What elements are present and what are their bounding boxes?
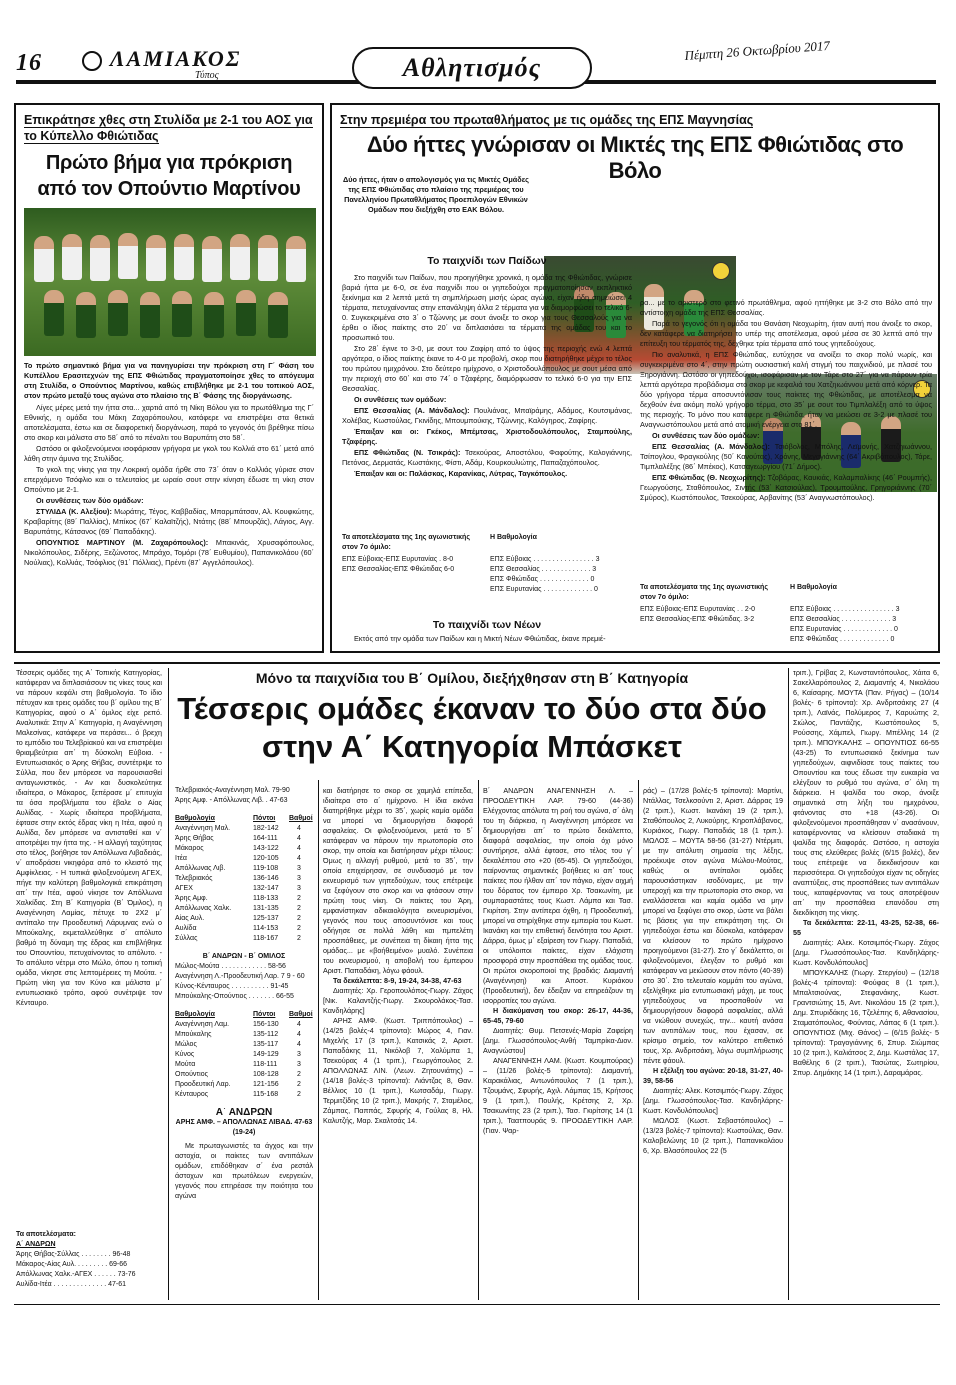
ball-icon (82, 51, 102, 71)
column-left-body: Στο παιχνίδι των Παίδων, που προηγήθηκε χρονικά, η ομάδα της Φθιώτιδας, γνώρισε βαριά ήττα με 6-0, σε ένα παιχνίδι που οι γηπεδούχοι πραγματοποίησαν εκπληκτικό ξεκίνημα και 2 λεπτά μετά τη σημπλήρωση μισής ώρας αγώνα, είχαν ήδη σημειώσει 4 τέρματα, πετυχαίνοντας στην επανάληψη άλλα 2 τέρματα για να διαμορφώσει το τελικό 6-0. Συγκεκριμένα στο 3΄ ο Τζώννης με σουτ άνοιξε το σκορ για τους Θεσσαλούς για να έρθει ο ίδιος παίκτης στο 20΄ να διπλασιάσει τα τέρματα της ομάδας του και το προσωπικό του. Στο 28΄ έγινε το 3-0, με σουτ του Ζαφίρη από το ύψος της περιοχής ενώ 4 λεπτά αργότερα, ο ίδιος παίκτης έκανε το 4-0 με προβολή, σκορ που διατηρήθηκε μέχρι το τέλος του πρώτου ημιχρόνου. Στο δεύτερο ημίχρονο, ο Χριστοδουλόπουλος με σουτ μέσα από την περιοχή στο 60΄ και στο 74΄ ο Τζαφέρης, διαμόρφωσαν το τελικό 6-0 για την ΕΠΣ Θεσσαλίας. Οι συνθέσεις των ομάδων: ΕΠΣ Θεσσαλίας (Α. Μάνδαλος): Πουλιάνας, Μπαϊράμης, Αδάμος, Κουτσιμάνας, Χολέβας, Κωστούλας, Γκινίδης, Μπουμπούκης, Τζώννης, Καλόγηρος, Ζαφίρης. Έπαιξαν και οι: Γκέκος, Μπέμτσας, Χριστοδουλόπουλος, Σταμπούλης, Τζαφέρης. ΕΠΣ Φθιώτιδας (Ν. Τσικράς): Τσεκούρας, Αποστόλου, Φαφούτης, Καλογιάννης, Πετόνας, Δερματάς, Κωστάκης, Φίστι, Αδάμ, Κουρκουλιώτης, Παπαζαχόπουλος. Έπαιξαν και οι: Παλάσκας, Καρανίκας, Λύτρας, Ταγκόπουλος. (342, 273, 632, 478)
basket-header (172, 670, 772, 766)
column-left (342, 251, 632, 270)
article-lead: Δύο ήττες, ήταν ο απολογισμός για τις Μικτές Ομάδες της ΕΠΣ Φθιώτιδας στο πλαίσιο της πρεμιέρας του Πανελληνίου Πρωταθλήματος Προεπιλογών Εθνικών Ομάδων που διεξήχθη στο ΕΑΚ Βόλου. (343, 175, 529, 214)
standings-row: Μώλος 135-117 4 (175, 1041, 301, 1048)
article-headline: Πρώτο βήμα για πρόκριση από τον Οπούντιο Μαρτίνου (37, 152, 301, 200)
article-kicker: Επικράτησε χθες στη Στυλίδα με 2-1 του ΑΟΣ για το Κύπελλο Φθιώτιδας (24, 113, 313, 143)
standings-row: Κένταυρος 115-168 2 (175, 1091, 301, 1098)
article-headline: Δύο ήττες γνώρισαν οι Μικτές της ΕΠΣ Φθιώτιδας στο Βόλο (366, 132, 904, 183)
basket-results-a: Τα αποτελέσματα: Α΄ ΑΝΔΡΩΝ Άρης Θήβας-Σύλλας . . . . . . . . 96-48 Μάκαρος-Αίας Αυλ. . . . . . . . . 69-66 Απόλλωνας Χαλκ.-ΑΓΕΧ . . . . . . 73-76 Αυλίδα-Ιτέα . . . . . . . . . . . . . . 47-61 (16, 1231, 136, 1288)
article-cup (14, 103, 324, 653)
standings-row: Τελεβριακός 136-146 3 (175, 875, 301, 882)
results-table-neon: Τα αποτελέσματα της 1ης αγωνιστικής στον 7ο όμιλο: Η Βαθμολογία ΕΠΣ Εύβοιας-ΕΠΣ Ευρυτανίας . . 2-0 ΕΠΣ Θεσσαλίας-ΕΠΣ Φθιώτιδας. 3-2 ΕΠΣ Εύβοιας . . . . . . . . . . . . . . . . 3 ΕΠΣ Θεσσαλίας . . . . . . . . . . . . . 3 ΕΠΣ Ευρυτανίας . . . . . . . . . . . . . 0 ΕΠΣ Φθιώτιδας . . . . . . . . . . . . . 0 (640, 584, 900, 643)
column-right-body: ρα... με το αριστερό στο φετινό πρωτάθλημα, αφού ηττήθηκε με 3-2 στο Βόλο από την αντίστοιχη ομάδα της ΕΠΣ Θεσσαλίας. Παρά το γεγονός ότι η ομάδα του Θανάση Νεοχωρίτη, ήταν αυτή που άνοιξε το σκορ, δεν κατάφερε να διατηρήσει το υπέρ της αποτέλεσμα, αφού μέσα σε 30 λεπτά από την επίτευξη του τέρματός της, δέχθηκε τρία τέρματα από τους γηπεδούχους. Πιο αναλυτικά, η ΕΠΣ Φθιώτιδας, ευτύχησε να ανοίξει το σκορ πολύ νωρίς, και συγκεκριμένα στο 4΄, στην πρώτη ουσιαστική καλή στιγμή του παιχνιδιού, με πλασέ του Ξηρογιάννη. Ωστόσο οι γηπεδούχοι, ισοφάρισαν με τον Τάρε στο 27΄ για να πάρουν τρία λεπτά αργότερα προβάδισμα στο σκορ με κεφαλιά του Χατζηιωάννου μετά από κόρνερ. Τα δύο γρήγορα τέρμα αποσυντόνισαν τους παίκτες της Φθιώτιδας, με αποτέλεσμα να δεχθούν ένα ακόμη πολύ γρήγορο τέρμα, στο 35΄ με σουτ του Τιμπλαλέξη από το ύψος της περιοχής. Το μόνο που κατάφερε η Φθιώτιδα, ήταν να μειώσει σε 3-2 με πλασέ του Αναγνωστόπουλου μετά από ατομική ενέργεια στο 81΄. Οι συνθέσεις των δύο ομάδων: ΕΠΣ Θεσσαλίας (Α. Μάνδαλος): Τσιόβολος, Μπόλης, Λεϊμονής, Χατζηιωάννου, Τσίπογλου, Φραγκούλης (50΄ Κανούτας), Χρόνης, Μεγαγιάννης (64΄ Ακριβόπουλος), Τάρε, Τιμπλαλέξης (86΄ Μπέκος), Κατσαγεωργίου (71΄ Δήμος). ΕΠΣ Φθιώτιδας (Θ. Νεοχωρίτης): Τζοβάρας, Καυκιάς, Καλαμπαλίκης (46΄ Ρουμπής), Γεωργούσης, Σταθόπουλος, Σιντής (53΄ Κατσιούλας), Τρουμπούλης, Γρηγοριάννης (70΄ Σμύρος), Κωστόπουλος, Τσεκούρας, Αρβανίτης (53΄ Αναγνωστόπουλος). (640, 298, 932, 502)
standings-row: Αναγέννηση Μαλ. 182-142 4 (175, 825, 301, 832)
paper-name: ΛΑΜΙΑΚΟΣ (110, 46, 242, 71)
column-left-end: Εκτός από την ομάδα των Παίδων και η Μικτή Νέων Φθιώτιδας, έκανε πρεμιέ- (354, 634, 606, 643)
article-lead: Το πρώτο σημαντικό βήμα για να πανηγυρίσει την πρόκριση στη Γ΄ Φάση του Κυπέλλου Ερασιτεχνών της ΕΠΣ Φθιώτιδας πραγματοποίησε χθες το απόγευμα στη Στυλίδα, ο Οπούντιος Μαρτίνου, καθώς επιβλήθηκε με 2-1 του τοπικού ΑΟΣ, στον πρώτο μεταξύ τους αγώνα στο πλαίσιο της Β΄ Φάσης της διοργάνωσης. (24, 361, 314, 400)
basket-col-2: Τελεβριακός-Αναγέννηση Μαλ. 79-90 Άρης Αμφ. - Απόλλωνας Λιβ. . 47-63 Βαθμολογία Πόντοι Βαθμοί Αναγέννηση Μαλ. 182-142 4 Άρης Θήβας 164-111 4 Μάκαρος 143-122 4 Ιτέα 120-105 4 Απόλλωνας Λιβ. 119-108 3 Τελεβριακός 136-146 3 ΑΓΕΧ 132-147 3 Άρης Αμφ. 118-133 2 Απόλλωνας Χαλκ. 131-135 2 Αίας Αυλ. 125-137 2 Αυλίδα 114-153 2 Σύλλας 118-167 2 Β΄ ΑΝΔΡΩΝ - Β΄ ΟΜΙΛΟΣ Μώλος-Μούτα . . . . . . . . . . . . 58-56 Αναγέννηση Λ.-Προοδευτική Λαρ. 7 9 - 60 Κύνος-Κένταυρος . . . . . . . . . . 91-45 Μπούκαλης-Οπούντιος . . . . . . . 66-55 Βαθμολογία Πόντοι Βαθμοί Αναγέννηση Λαμ. 156-130 4 Μπούκαλης 135-112 4 Μώλος 135-117 4 Κύνος 149-129 3 Μούτα 118-111 3 Οπούντιος 108-128 2 Προοδευτική Λαρ. 121-156 2 Κένταυρος 115-168 2 Α΄ ΑΝΔΡΩΝ ΑΡΗΣ ΑΜΦ. – ΑΠΟΛΛΩΝΑΣ ΛΙΒΑΔ. 47-63 (19-24) Με πρωταγωνιστές τα άγχος και την αστοχία, οι παίκτες των αντιπάλων ομάδων, επιδόθηκαν σ΄ ένα ρεστάλ άστοχων και πρωτόλεων ενεργειών, γεγονός που επηρέασε την ποιότητα του αγώνα (175, 787, 313, 1200)
paper-subtitle: Τύπος (195, 70, 219, 81)
standings-row: ΑΓΕΧ 132-147 3 (175, 885, 301, 892)
standings-row: Άρης Αμφ. 118-133 2 (175, 895, 301, 902)
standings-row: Απόλλωνας Λιβ. 119-108 3 (175, 865, 301, 872)
standings-row: Απόλλωνας Χαλκ. 131-135 2 (175, 905, 301, 912)
basket-kicker: Μόνο τα παιχνίδια του Β΄ Ομίλου, διεξήχθησαν στη Β΄ Κατηγορία (255, 670, 689, 686)
team-photo (24, 208, 316, 356)
standings-row: Αναγέννηση Λαμ. 156-130 4 (175, 1021, 301, 1028)
standings-row: Αίας Αυλ. 125-137 2 (175, 915, 301, 922)
standings-row: Ιτέα 120-105 4 (175, 855, 301, 862)
standings-row: Μούτα 118-111 3 (175, 1061, 301, 1068)
basket-col-6: τριπ.), Γρίβας 2, Κωνσταντόπουλος, Χάιτα 6, Σακελλαρόπουλος 2, Διαμαντής 4, Νικολάου 6, Καίσαρης. ΜΟΥΤΑ (Παν. Ρήγας) – (10/14 βολές- 6 τρίποντα): Χρ. Ανδριτσάκης 27 (4 τριπ.), Λαϊνάς, Πολύμερος 7, Καρυώτης 2, Σιώλος, Παντάζης, Κωστόπουλος 5, Ρούσσης, Χάμπελ, Γιωργ. Μπέλλης 14 (2 τριπ.). ΜΠΟΥΚΑΛΗΣ – ΟΠΟΥΝΤΙΟΣ 66-55 (43-25) Το εντυπωσιακό ξεκίνημα των γηπεδούχων, αιφνιδίασε τους παίκτες του Οπουντίου και τους έδωσε την ευκαιρία να ελέγξουν το ρυθμό του αγώνα, σ΄ όλη τη διάρκεια. Η ψαλίδα του σκορ, άνοιξε σημαντικά στη λήξη του ημιχρόνου, φτάνοντας στο +18 (43-26). Οι φιλοξενούμενοι προσπάθησαν ν΄ ανασάνουν, καταφέρνοντας να κλείσουν σταδιακά τη ψαλίδα της διαφοράς. Ωστόσο, η αστοχία τους στις ελεύθερες βολές (6/15 βολές), δεν τους επέτρεψε να διεκδικήσουν και περισσότερα. Οι γηπεδούχοι είχαν τις οδηγίες αναπτύξεις, στις προσπάθειες των αντιπάλων τους, καταφέρνοντας να τους αποτρέψουν απ΄ την προσπάθεια επανόδου στη διεκδίκηση της νίκης. Τα δεκάλεπτα: 22-11, 43-25, 52-38, 66-55 Διαιτητές: Αλεκ. Κοτσιμπός-Γιωργ. Ζάχος [Δημ. Γλωσσόπουλος-Τασ. Κανδηλάρης-Κωστ. Κονδυλόπουλος] ΜΠΟΥΚΑΛΗΣ (Γιωργ. Στεργίου) – (12/18 βολές-4 τρίποντα): Φούφας 8 (1 τριπ.), Μπαλτσιούνας, Στεφανάκης, Κωστ. Γραντσιώτης 15, Αντ. Νικολάου 15 (2 τριπ.), Δημ. Σπυριδάκης 16, Τζελέπης 6, Αθανασίου, Σταματόπουλος, Φούντας, Λάπας 6 (1 τριπ.). ΟΠΟΥΝΤΙΟΣ (Μιχ. Θάνος) – (6/15 βολές- 5 τρίποντα): Τραγογιάννης 6, Σπυρ. Σιώμπας 10 (2 τριπ.), Καλιάτσος 2, Δημ. Κωστάλας 17, Βαθέλης 6 (2 τριπ.), Τασώτας, Σωτηρίου, Σπυρ. Δημάκης 14 (1 τριπ.), Δαραμάρας. (793, 668, 939, 1077)
standings-row: Μπούκαλης 135-112 4 (175, 1031, 301, 1038)
basket-col-4: Β΄ ΑΝΔΡΩΝ ΑΝΑΓΕΝΝΗΣΗ Λ. – ΠΡΟΟΔΕΥΤΙΚΗ ΛΑΡ. 79-60 (44-36) Ελέγχοντας απόλυτα τη ροή του αγώνα, σ΄ όλη του τη διάρκεια, η Αναγέννηση μπόρεσε να δημιουργήσει απ΄ το πρώτο δεκάλεπτο, διαφορά ασφαλείας, την οποία όχι μόνο συντήρησε, αλλά έφτασε, στο τέλος του γ΄ δεκαλέπτου στο +20 (65-45). Οι γηπεδούχοι, παίρνοντας σημαντικές βοήθειες κι απ΄ τους παίκτες που ήλθαν απ΄ τον πάγκο, είχαν αιχμή του δόρατος τον έμπειρο Χρ. Τσακωνίτη, με συμπαραστάτες τους Κωστ. Λάμπα και Τασ. Γκιρίτση. Στην αντίπερα όχθη, η Προοδευτική, μπορεί να στηρίχθηκε στην εμπειρία του Κωστ. Ικανάκη και την επιθετική δεινότητα του Αριστ. Δάρρα, όμως μ΄ εξαίρεση τον Γιωργ. Παπαδιά, οι υπόλοιποι παίκτες, είχαν ελάχιστη προσφορά στην προσπάθεια της ομάδας τους. Οι πρώτοι σκοροποιοί της βραδιάς: Διαμαντή (Αναγέννηση) και Αποστ. Κυριάκου (Προοδευτική), δεν έδειξαν να επηρεάζουν τη ισορροπίες του αγώνα. Η διακύμανση του σκορ: 26-17, 44-36, 65-45, 79-60 Διαιτητές: Θυμ. Πετσενές-Μαρία Ζαφείρη [Δημ. Γλωσσόπουλος-Ανθή Ταμπρίκα-Διον. Αναγνώστου] ΑΝΑΓΕΝΝΗΣΗ ΛΑΜ. (Κωστ. Κουμπούρας) – (11/26 βολές-5 τρίποντα): Διαμαντή, Καρακάλιας, Αντωνόπουλος 7 (1 τριπ.), Τζουμάνς, Σφυρής, Αχιλ. Λάμπας 15, Κρήτσος 9 (1 τριπ.), Πουλής, Κρέτσης 2, Χρ. Τσακωνίτης 23 (2 τριπ.), Τασ. Γκιρίτσης 14 (1 τριπ.), Ταατπουράς 9. ΠΡΟΟΔΕΥΤΙΚΗ ΛΑΡ. (Γιαν. Ψαρ- (483, 786, 633, 1135)
issue-date: Πέμπτη 26 Οκτωβρίου 2017 (684, 37, 831, 63)
results-table-paidon: Τα αποτελέσματα της 1ης αγωνιστικής στον 7ο όμιλο: Η Βαθμολογία ΕΠΣ Εύβοιας-ΕΠΣ Ευρυτανίας . 8-0 ΕΠΣ Θεσσαλίας-ΕΠΣ Φθιώτιδας 6-0 ΕΠΣ Εύβοιας . . . . . . . . . . . . . . . . 3 ΕΠΣ Θεσσαλίας . . . . . . . . . . . . . 3 ΕΠΣ Φθιώτιδας . . . . . . . . . . . . . 0 ΕΠΣ Ευρυτανίας . . . . . . . . . . . . . 0 (342, 534, 600, 593)
section-divider (14, 662, 940, 664)
basket-col-5: ράς) – (17/28 βολές-5 τρίποντα): Μαρτίνι, Ντάλλας, Τσελκσούντι 2, Αριστ. Δάρρας 19 (2 τριπ.), Κωστ. Ικανάκη 19 (2 τριπ.), Σταθόπουλος 2, Λυκούρης, Κηροπλάβανος, Κυριάκος, Γιωργ. Παπαδιάς 18 (1 τριπ.). ΜΩΛΟΣ – ΜΟΥΤΑ 58-56 (31-27) Ντέρμιτι, με την απόλυτη σημασία της λέξης, προέκυψε στον αγώνα Μώλου-Μούτας, καθώς οι αντίπαλοι ομάδες παρουσιάστηκαν ισοδύναμες, με την υπεροχή και την πρωτοπορία στο σκορ, να εναλλάσσεται και καμία ομάδα να μην μπορεί να ξεφύγει στο σκορ, ώστε να βάλει τις βάσεις για την επικράτηση της. Οι γηπεδούχοι έστω και δύσκολα, κατάφεραν να κλείσουν το πρώτο ημίχρονο προηγούμενοι (31-27). Στο γ΄ δεκάλεπτο, οι φιλοξενούμενοι, έλεγξαν το ρυθμό και κατάφεραν να μειώσουν στον πόντο (40-39) στο 30΄. Στο τελευταίο κομμάτι του αγώνα, εξελίχθηκε μία εντυπωσιακή μάχη, με τους γηπεδούχους να προσπαθούν να δημιουργήσουν διαφορά ασφαλείας, αλλά να νιώθουν συνεχώς, την... καυτή ανάσα των αντιπάλων τους, που έχασαν, σε κρίσιμο σημείο, τον καλύτερο επιθετικό τους, Χρ. Ανδριτσάκη, λόγω συμπλήρωσης πέντε φάουλ. Η εξέλιξη του αγώνα: 20-18, 31-27, 40-39, 58-56 Διαιτητές: Αλεκ. Κοτσιμπός-Γιωργ. Ζάχος [Δημ. Γλωσσόπουλος-Τασ. Κανδηλάρης-Κωστ. Κονδυλόπουλος] ΜΩΛΟΣ (Κωστ. Σεβαστόπουλος) – (13/23 βολές-7 τρίποντα): Κωστούλας, Θαν. Καλοβελώνης 10 (2 τριπ.), Παπανικολάου 6, Χρ. Βλασόπουλος 22 (5 (643, 786, 783, 1155)
standings-row: Άρης Θήβας 164-111 4 (175, 835, 301, 842)
basket-col-1: Τέσσερις ομάδες της Α΄ Τοπικής Κατηγορίας, κατάφεραν να διπλασιάσουν τις νίκες τους και να πάρουν κεφάλι στη βαθμολογία. Το ίδιο πέτυχαν και τρεις ομάδες του β΄ ομίλου της Β΄ Κατηγορίας, αφού ο Α΄ όμιλος είχε ρεπό. Αναλυτικά: Στην Α΄ Κατηγορία, η Αναγέννηση Μαλεσίνας, κατάφερε να περάσει... ό βρεχη το εμπόδιο του Τελεβρiακού και να επιστρέψει θριαμβεύτρια απ΄ τη δύσκολη Εύβοια. - Εντυπωσιακός ο Άρης Θήβας, συντέτριψε το Σύλλα, που δεν μπόρεσε να παρουσιασθεί ανταγωνιστικός. - Αν και δυσκολεύτηκε ιδιαίτερα, ο Μάκαρος, ξεπέρασε μ΄ επιτυχία τα όσα προβλήματα του έβαλε ο Αίας Αυλίδας. - Χωρίς ιδιαίτερα προβλήματα, έφτασε στην εκτός έδρας νίκη η Ιτέα, αφού η Αυλίδα, δεν μπόρεσε να αντισταθεί και ν΄ αποτρέψει την ήττα της. - Η αλλαγή ταχύτητας στο τέλος, βοήθησε τον Απόλλωνα Λιβαδειάς, ν΄ αποδράσει νικηφόρα από το κλειστό της Αμφίκλειας. - Η τυπικά φιλοξενούμενη ΑΓΕΧ, πήγε την καλύτερη βαθμολογικά επικράτηση απ΄ την Ιτέα, αφού νίκησε τον Απόλλωνα Χαλκίδας. Στη Β΄ Κατηγορία (Β΄ Όμιλος), η Αναγέννηση Λαμίας, πέτυχε το 2Χ2 μ΄ αντίπαλο την Προοδευτική Λάρυμνας ενώ ο Μπούκαλης, εκμεταλλεύθηκε σ΄ απόλυτο βαθμό τη δύναμη της έδρας και επιβλήθηκε του Οπουντίου, πετυχαίνοντας το απόλυτο. - Το απόλυτο νέτρμι στο Μώλο, όπου η τοπική ομάδα, νίκησε στις λεπτομέρειες τη Μούτα. - Πρώτη νίκη για τον Κύνο και μάλιστα μ΄ εντυπωσιακό τρόπο, αφού συνέτριψε τον Κένταυρο. (16, 668, 162, 1007)
standings-row: Κύνος 149-129 3 (175, 1051, 301, 1058)
article-mixed-teams (330, 103, 940, 653)
basket-headline: Τέσσερις ομάδες έκαναν το δύο στα δύο στην Α΄ Κατηγορία Μπάσκετ (177, 691, 767, 764)
subhead-neon: Το παιχνίδι των Νέων (432, 619, 542, 631)
standings-row: Μάκαρος 143-122 4 (175, 845, 301, 852)
standings-row: Αυλίδα 114-153 2 (175, 925, 301, 932)
article-body: Λίγες μέρες μετά την ήττα στα... χαρτιά από τη Νίκη Βόλου για το πρωτάθλημα της Γ΄ Εθνικής, η ομάδα του Μάκη Ζαχαρόπουλου, κατάφερε να επιστρέψει στα θετικά αποτελέσματα, έστω και σε διαφορετική διοργάνωση, παρά το γεγονός ότι βρέθηκε πίσω στο σκορ και μάλιστα στο 58΄ από το πέναλτι του Βαρυπάτη στο 58΄. Ωστόσο οι φιλοξενούμενοι ισοφάρισαν γρήγορα με γκολ του Κολλιά στο 61΄ μετά από λάθη στην άμυνα της Στυλίδας. Το γκολ της νίκης για την Λοκρική ομάδα ήρθε στο 73΄ όταν ο Κολλιάς γύρισε στον επερχόμενο Τσόφλιο και ο τελευταίος με ωραίο σουτ στην κίνηση έδωσε τη νίκη στον Οπούντιο με 2-1. Οι συνθέσεις των δύο ομάδων: ΣΤΥΛΙΔΑ (Κ. Αλεξίου): Μωράτης, Τέγος, Καββαδίας, Μπαρμπάτσαν, Αλ. Κουφκώτης, Κραβαρίτης (89΄ Παλλίας), Μπίκος (67΄ Καλαϊτζής), Ντάτης (88΄ Μπουρζάς), Λάγιος, Αγγ. Βαρυπάτης, Κάτσανος (69΄ Παπαδάκης). ΟΠΟΥΝΤΙΟΣ ΜΑΡΤΙΝΟΥ (Μ. Ζαχαρόπουλος): Μπακινάς, Χρυσαφόπουλος, Νικολόπουλος, Σιδέρης, Ξεζώνοτος, Μπράχο, Τομόρι (78΄ Ευθυμίου), Παπανικολάου (60΄ Νούλιας), Κολλιάς, Τσόφλιος (91΄ Πόλλιας), Πρέντι (87΄ Αγγελόπουλος). (24, 403, 315, 567)
standings-row: Οπούντιος 108-128 2 (175, 1071, 301, 1078)
basket-col-3: και διατήρησε το σκορ σε χαμηλά επίπεδα, ιδιαίτερα στο α΄ ημίχρονο. Η ίδια εικόνα διατηρήθηκε μέχρι το 35΄, χωρίς καμία ομάδα να μπορεί να δημιουργήσει διαφορά ασφαλείας. Οι φιλοξενούμενοι, μετά το 5΄ κατάφεραν να πάρουν την πρωτοπορία στο σκορ, την οποία και διατήρησαν μέχρι τέλους: Όμως η αλλαγή ρυθμού, μετά το 35΄, την οποία επιχείρησαν, σε συνδυασμό με τον εκνευρισμό των γηπεδούχων, τους επέτρεψε να ξεφύγουν στο σκορ και να φτάσουν στην πρώτη τους νίκη. Οι παίκτες του Άρη, εμφανίστηκαν αδικαιολόγητα εκνευρισμένοι, γεγονός που τους αποσυντόνισε και τους οδήγησε σε πολλά λάθη και πμπελέτη προσπάθειες, με συνέπεια τη δίκαιη ήττα της ομάδας... με «βοήθειμένο» μυαλό. Συνέπεια του εκνευρισμού, η αποβολή του έμπειρου Αριστ. Παπαδάκη, λόγω φάουλ. Τα δεκάλεπτα: 8-9, 19-24, 34-38, 47-63 Διαιτητές: Χρ. Γεροπουλόπος-Γιωργ. Ζάχος [Νικ. Καλαντζής-Γιωργ. Σκουρολάκος-Τασ. Κανδηλάρης] ΑΡΗΣ ΑΜΦ. (Κωστ. Τριππόπουλος) – (14/25 βολές-4 τρίποντα): Μώρος 4, Γιαν. Μιχελής 17 (3 τριπ.), Κατσικάς 2, Αριστ. Παπαδάκης 11, Νικόλοβ 7, Χολύμπα 1, Τσεκούρας 4 (1 τριπ.), Γεωργόπουλος 2. ΑΠΟΛΛΩΝΑΣ ΛΙΝ. (Λεων. Ζητουνιάτης) – (14/18 βολές-3 τρίποντα): Λιάντζας 8, Θαν. Βέλλιος 10 (1 τριπ.), Κωτσαδάμ, Γιωργ. Τερμιτζίδης 10 (2 τριπ.), Μακρής 7, Σταμέλος, Ζάμπας, Παππάς, Σφυρής 4, Γούλας 8, Ηλ. Καλυτζής, Μαρ. Σκαλτσάς 14. (323, 786, 473, 1125)
article-kicker: Στην πρεμιέρα του πρωταθλήματος με τις ομάδες της ΕΠΣ Μαγνησίας (340, 113, 754, 127)
section-title: Αθλητισμός (352, 47, 592, 89)
standings-row: Προοδευτική Λαρ. 121-156 2 (175, 1081, 301, 1088)
subhead-paidon: Το παιχνίδι των Παίδων (427, 255, 547, 267)
footer-rule (14, 1304, 940, 1305)
page-number: 16 (16, 50, 42, 76)
standings-row: Σύλλας 118-167 2 (175, 935, 301, 942)
